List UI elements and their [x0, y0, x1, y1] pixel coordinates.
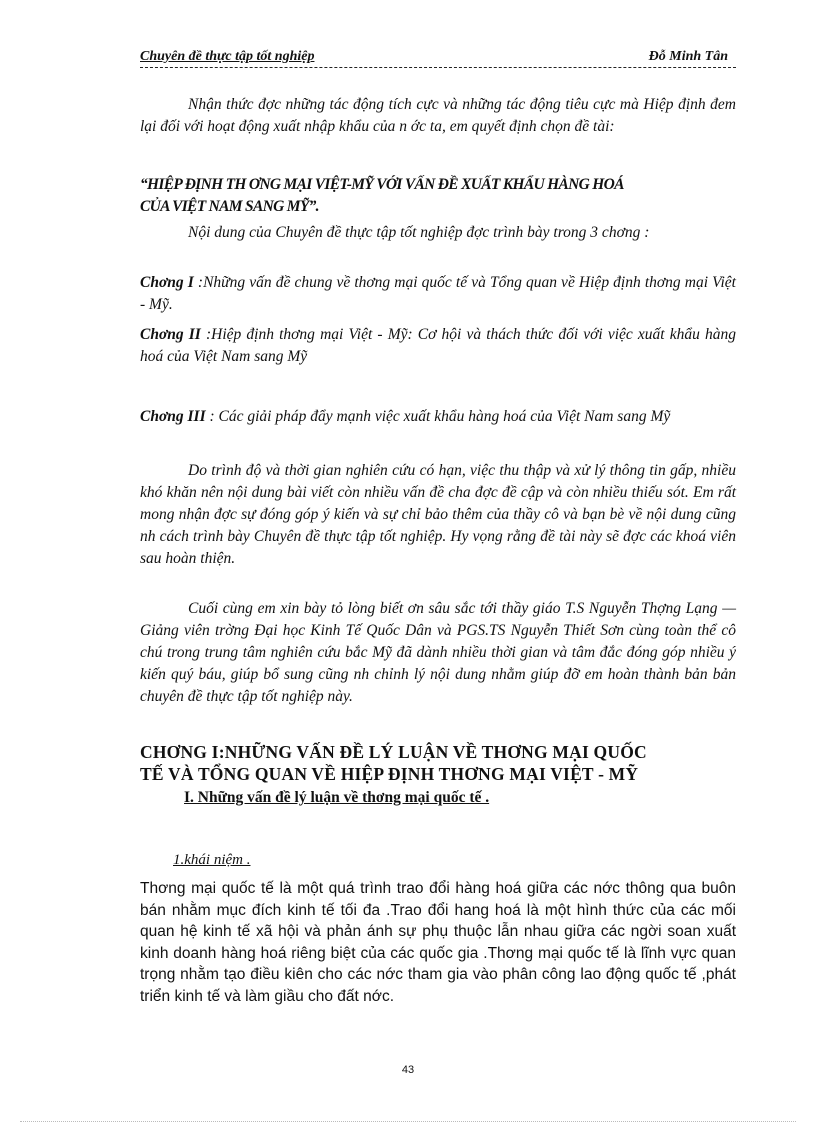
- chapter-label: Chơng I: [140, 274, 194, 291]
- page-header: [140, 49, 736, 68]
- header-author: Đỗ Minh Tân: [648, 49, 728, 64]
- intro-paragraph: Nhận thức đợc những tác động tích cực và những tác động tiêu cực mà Hiệp định đem lại đối với hoạt động xuất nhập khẩu của n ớc ta, em quyết định chọn đề tài:: [140, 96, 736, 135]
- chapter-item: [140, 406, 736, 428]
- chapter-heading-line2: TẾ VÀ TỔNG QUAN VỀ HIỆP ĐỊNH THƠNG MẠI VIỆT - MỸ: [140, 764, 639, 784]
- thesis-title: [140, 174, 740, 218]
- header-title: Chuyên đề thực tập tốt nghiệp: [140, 49, 315, 64]
- page-number: 43: [401, 1064, 415, 1076]
- chapter-heading-line1: CHƠNG I:NHỮNG VẤN ĐỀ LÝ LUẬN VỀ THƠNG MẠI QUỐC: [140, 742, 647, 762]
- subsection-title: 1.khái niệm .: [173, 852, 251, 868]
- body-paragraph: Thơng mại quốc tế là một quá trình trao đổi hàng hoá giữa các nớc thông qua buôn bán nhằm mục đích kinh tế tối đa .Trao đổi hang hoá là một hình thức của các mối quan hệ kinh tế xã hội và phản ánh sự phụ thuộc lẫn nhau giữa các ngời soan xuất kinh doanh hàng hoá riêng biệt của các quốc gia .Thơng mại quốc tế là lĩnh vực quan trọng nhằm tạo điều kiên cho các nớc tham gia vào phân công lao động quốc tế ,phát triển kinh tế và làm giầu cho đất nớc.: [140, 880, 736, 1005]
- thesis-title-line2: CỦA VIỆT NAM SANG MỸ”.: [140, 198, 319, 215]
- page-bottom-border: [20, 1121, 796, 1122]
- chapter-item: [140, 324, 736, 368]
- chapter-label: Chơng II: [140, 326, 201, 343]
- chapter-text: :Những vấn đề chung về thơng mại quốc tế và Tổng quan về Hiệp định thơng mại Việt - Mỹ.: [140, 274, 736, 313]
- chapter-text: :Hiệp định thơng mại Việt - Mỹ: Cơ hội và thách thức đối với việc xuất khẩu hàng hoá của Việt Nam sang Mỹ: [140, 326, 737, 365]
- content-intro: Nội dung của Chuyên đề thực tập tốt nghiệp đợc trình bày trong 3 chơng :: [188, 224, 650, 241]
- chapter-text: : Các giải pháp đẩy mạnh việc xuất khẩu hàng hoá của Việt Nam sang Mỹ: [205, 408, 671, 425]
- chapter-label: Chơng III: [140, 408, 206, 425]
- thanks-paragraph: Cuối cùng em xin bày tỏ lòng biết ơn sâu sắc tới thầy giáo T.S Nguyễn Thợng Lạng —Giảng viên trờng Đại học Kinh Tế Quốc Dân và PGS.TS Nguyễn Thiết Sơn cùng toàn thể cô chú trong trung tâm nghiên cứu bắc Mỹ đã dành nhiều thời gian và tâm đắc đóng góp nhiều ý kiến quý báu, giúp bổ sung cũng nh chỉnh lý nội dung nhằm giúp đỡ em hoàn thành bản bản chuyên đề thực tập tốt nghiệp này.: [140, 600, 736, 705]
- thesis-title-line1: “HIỆP ĐỊNH TH ƠNG MẠI VIỆT-MỸ VỚI VẤN ĐỀ XUẤT KHẨU HÀNG HOÁ: [140, 176, 624, 193]
- section-title: I. Những vấn đề lý luận về thơng mại quốc tế .: [184, 789, 490, 806]
- chapter-item: [140, 272, 736, 316]
- limits-paragraph: Do trình độ và thời gian nghiên cứu có hạn, việc thu thập và xử lý thông tin gấp, nhiều khó khăn nên nội dung bài viết còn nhiều vấn đề cha đợc đề cập và còn nhiều thiếu sót. Em rất mong nhận đợc sự đóng góp ý kiến và sự chỉ bảo thêm của thầy cô và bạn bè về nội dung cũng nh cách trình bày Chuyên đề thực tập tốt nghiệp. Hy vọng rằng đề tài này sẽ đợc các khoá viên sau hoàn thiện.: [140, 462, 736, 567]
